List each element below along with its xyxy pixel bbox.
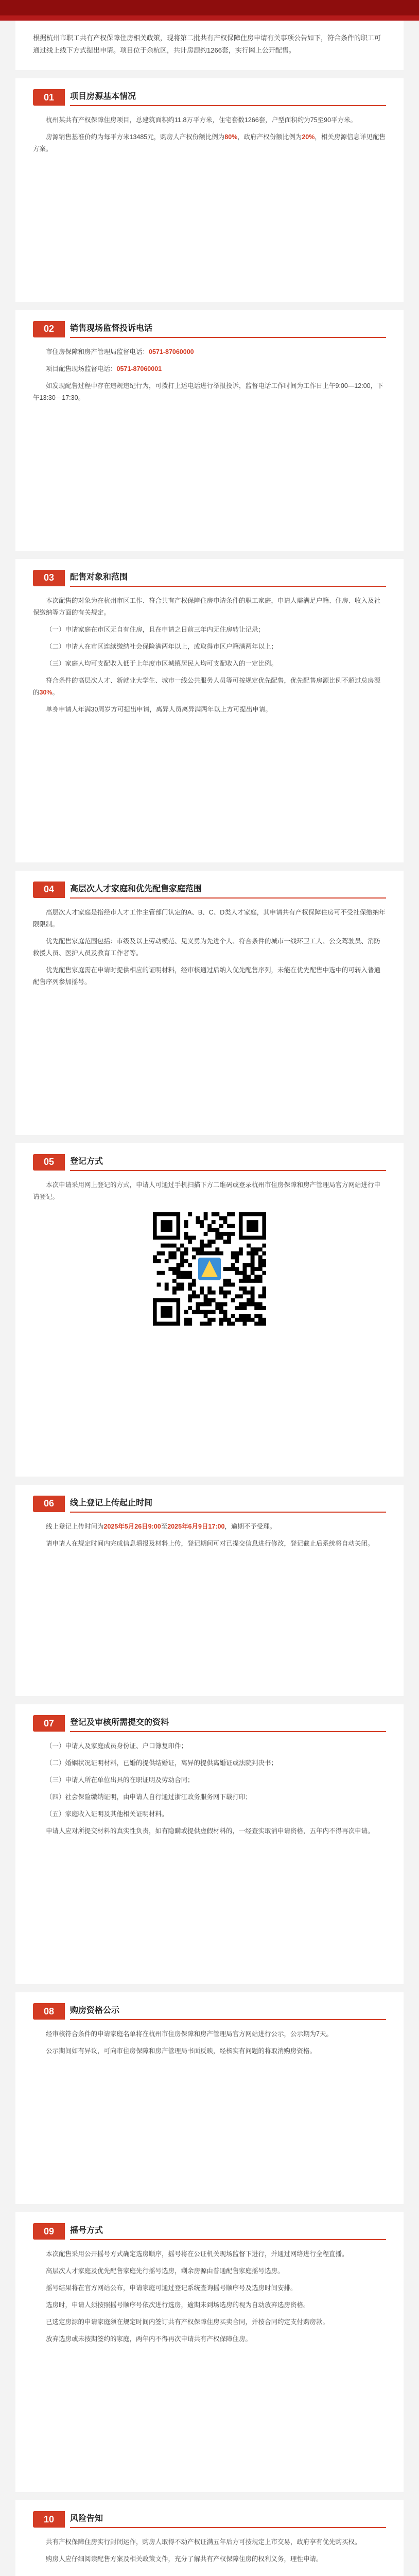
section-02 bbox=[15, 310, 404, 551]
highlight-text: 80% bbox=[224, 133, 238, 141]
section-title: 线上登记上传起止时间 bbox=[70, 1495, 386, 1513]
section-number: 05 bbox=[33, 1154, 65, 1171]
section-05 bbox=[15, 1143, 404, 1477]
section-header bbox=[33, 88, 386, 107]
intro-card bbox=[15, 21, 404, 70]
section-header bbox=[33, 880, 386, 900]
section-header bbox=[33, 319, 386, 339]
qr-code[interactable] bbox=[153, 1212, 266, 1326]
section-paragraph: 购房人应仔细阅读配售方案及相关政策文件，充分了解共有产权保障住房的权利义务，理性申请。 bbox=[46, 2555, 323, 2563]
section-number: 04 bbox=[33, 882, 65, 898]
section-number: 10 bbox=[33, 2511, 65, 2528]
section-07 bbox=[15, 1704, 404, 1984]
section-title: 配售对象和范围 bbox=[70, 569, 386, 587]
section-number: 07 bbox=[33, 1715, 65, 1732]
section-09 bbox=[15, 2212, 404, 2492]
section-paragraph: 符合条件的高层次人才、新就业大学生、城市一线公共服务人员等可按规定优先配售，优先配售房源比例不超过总房源的30%。 bbox=[33, 676, 381, 696]
section-paragraph: （二）婚姻状况证明材料，已婚的提供结婚证，离异的提供离婚证或法院判决书； bbox=[46, 1759, 278, 1767]
sections-container bbox=[0, 78, 419, 2576]
section-title: 项目房源基本情况 bbox=[70, 89, 386, 106]
section-number: 09 bbox=[33, 2223, 65, 2240]
section-title: 登记及审核所需提交的资料 bbox=[70, 1715, 386, 1732]
section-paragraph: 高层次人才家庭及优先配售家庭先行摇号选房，剩余房源由普通配售家庭摇号选房。 bbox=[46, 2267, 284, 2275]
section-paragraph: 已选定房源的申请家庭须在规定时间内签订共有产权保障住房买卖合同，并按合同约定支付购房款。 bbox=[46, 2318, 329, 2326]
highlight-text: 2025年6月9日17:00 bbox=[167, 1522, 225, 1530]
section-paragraph: 选房时，申请人须按照摇号顺序号依次进行选房，逾期未到场选房的视为自动放弃选房资格。 bbox=[46, 2301, 310, 2309]
section-title: 高层次人才家庭和优先配售家庭范围 bbox=[70, 881, 386, 899]
section-paragraph: 项目配售现场监督电话：0571-87060001 bbox=[46, 365, 162, 372]
section-title: 风险告知 bbox=[70, 2511, 386, 2528]
header-banner bbox=[0, 0, 419, 21]
highlight-text: 0571-87060000 bbox=[149, 348, 194, 355]
section-header bbox=[33, 568, 386, 588]
section-paragraph: 共有产权保障住房实行封闭运作，购房人取得不动产权证满五年后方可按规定上市交易，政府享有优先购买权。 bbox=[46, 2538, 361, 2546]
section-paragraph: 摇号结果将在官方网站公布，申请家庭可通过登记系统查询摇号顺序号及选房时间安排。 bbox=[46, 2284, 297, 2292]
section-paragraph: （四）社会保险缴纳证明，由申请人自行通过浙江政务服务网下载打印； bbox=[46, 1793, 252, 1801]
section-title: 摇号方式 bbox=[70, 2223, 386, 2240]
section-paragraph: 如发现配售过程中存在违规违纪行为，可拨打上述电话进行举报投诉，监督电话工作时间为工作日上午9:00—12:00，下午13:30—17:30。 bbox=[33, 382, 383, 401]
section-paragraph: 申请人应对所提交材料的真实性负责，如有隐瞒或提供虚假材料的，一经查实取消申请资格，五年内不得再次申请。 bbox=[46, 1827, 374, 1835]
section-04 bbox=[15, 871, 404, 1135]
highlight-text: 30% bbox=[39, 688, 53, 696]
section-number: 06 bbox=[33, 1496, 65, 1512]
section-paragraph: 房源销售基准价约为每平方米13485元，购房人产权份额比例为80%，政府产权份额比例为20%，相关房源信息详见配售方案。 bbox=[33, 133, 386, 152]
section-title: 购房资格公示 bbox=[70, 2003, 386, 2020]
section-paragraph: 经审核符合条件的申请家庭名单将在杭州市住房保障和房产管理局官方网站进行公示，公示期为7天。 bbox=[46, 2030, 333, 2038]
intro-text: 根据杭州市职工共有产权保障住房相关政策，现将第二批共有产权保障住房申请有关事项公告如下，符合条件的职工可通过线上线下方式提出申请。项目位于余杭区，共计房源约1266套，实行网上公开配售。 bbox=[33, 34, 381, 54]
section-paragraph: 本次申请采用网上登记的方式，申请人可通过手机扫描下方二维码或登录杭州市住房保障和房产管理局官方网站进行申请登记。 bbox=[33, 1181, 381, 1200]
section-number: 02 bbox=[33, 321, 65, 337]
section-paragraph: （一）申请家庭在市区无自有住房，且在申请之日前三年内无住房转让记录； bbox=[46, 625, 265, 633]
qr-code-wrap bbox=[33, 1212, 386, 1326]
section-paragraph: 高层次人才家庭是指经市人才工作主管部门认定的A、B、C、D类人才家庭，其申请共有产权保障住房可不受社保缴纳年限限制。 bbox=[33, 908, 386, 928]
section-number: 01 bbox=[33, 89, 65, 106]
section-10 bbox=[15, 2500, 404, 2576]
section-paragraph: 优先配售家庭需在申请时提供相应的证明材料，经审核通过后纳入优先配售序列，未能在优先配售中选中的可转入普通配售序列参加摇号。 bbox=[33, 966, 381, 986]
section-header bbox=[33, 2002, 386, 2021]
highlight-text: 20% bbox=[302, 133, 315, 141]
section-title: 销售现场监督投诉电话 bbox=[70, 320, 386, 338]
highlight-text: 0571-87060001 bbox=[116, 365, 162, 372]
section-paragraph: 本次配售的对象为在杭州市区工作、符合共有产权保障住房申请条件的职工家庭，申请人需满足户籍、住房、收入及社保缴纳等方面的有关规定。 bbox=[33, 597, 381, 616]
section-01 bbox=[15, 78, 404, 302]
section-paragraph: （一）申请人及家庭成员身份证、户口簿复印件； bbox=[46, 1742, 188, 1750]
section-paragraph: （二）申请人在市区连续缴纳社会保险满两年以上，或取得市区户籍满两年以上； bbox=[46, 642, 278, 650]
section-paragraph: 公示期间如有异议，可向市住房保障和房产管理局书面反映，经核实有问题的将取消购房资格。 bbox=[46, 2047, 317, 2055]
section-header bbox=[33, 1153, 386, 1172]
section-paragraph: 线上登记上传时间为2025年5月26日9:00至2025年6月9日17:00，逾期不予受理。 bbox=[46, 1522, 276, 1530]
section-paragraph: 放弃选房或未按期签约的家庭，两年内不得再次申请共有产权保障住房。 bbox=[46, 2335, 252, 2343]
highlight-text: 2025年5月26日9:00 bbox=[103, 1522, 161, 1530]
section-paragraph: （三）申请人所在单位出具的在职证明及劳动合同； bbox=[46, 1776, 194, 1784]
section-header bbox=[33, 2222, 386, 2241]
section-06 bbox=[15, 1485, 404, 1697]
section-paragraph: 优先配售家庭范围包括：市级及以上劳动模范、见义勇为先进个人、符合条件的城市一线环卫工人、公交驾驶员、消防救援人员、医护人员及教育工作者等。 bbox=[33, 937, 381, 957]
section-number: 03 bbox=[33, 570, 65, 586]
section-08 bbox=[15, 1992, 404, 2204]
section-paragraph: （五）家庭收入证明及其他相关证明材料。 bbox=[46, 1810, 168, 1818]
section-paragraph: 本次配售采用公开摇号方式确定选房顺序，摇号将在公证机关现场监督下进行，并通过网络进行全程直播。 bbox=[46, 2250, 348, 2258]
section-paragraph: （三）家庭人均可支配收入低于上年度市区城镇居民人均可支配收入的一定比例。 bbox=[46, 659, 278, 667]
section-paragraph: 杭州某共有产权保障住房项目，总建筑面积约11.8万平方米，住宅套数1266套，户型面积约为75至90平方米。 bbox=[46, 116, 357, 124]
section-header bbox=[33, 1494, 386, 1514]
section-paragraph: 市住房保障和房产管理局监督电话：0571-87060000 bbox=[46, 348, 194, 355]
section-paragraph: 请申请人在规定时间内完成信息填报及材料上传，登记期间可对已提交信息进行修改，登记截止后系统将自动关闭。 bbox=[46, 1539, 374, 1547]
section-paragraph: 单身申请人年满30周岁方可提出申请，离异人员离异满两年以上方可提出申请。 bbox=[46, 705, 272, 713]
section-number: 08 bbox=[33, 2003, 65, 2020]
section-header bbox=[33, 2510, 386, 2529]
section-03 bbox=[15, 559, 404, 862]
section-header bbox=[33, 1714, 386, 1733]
section-title: 登记方式 bbox=[70, 1154, 386, 1171]
